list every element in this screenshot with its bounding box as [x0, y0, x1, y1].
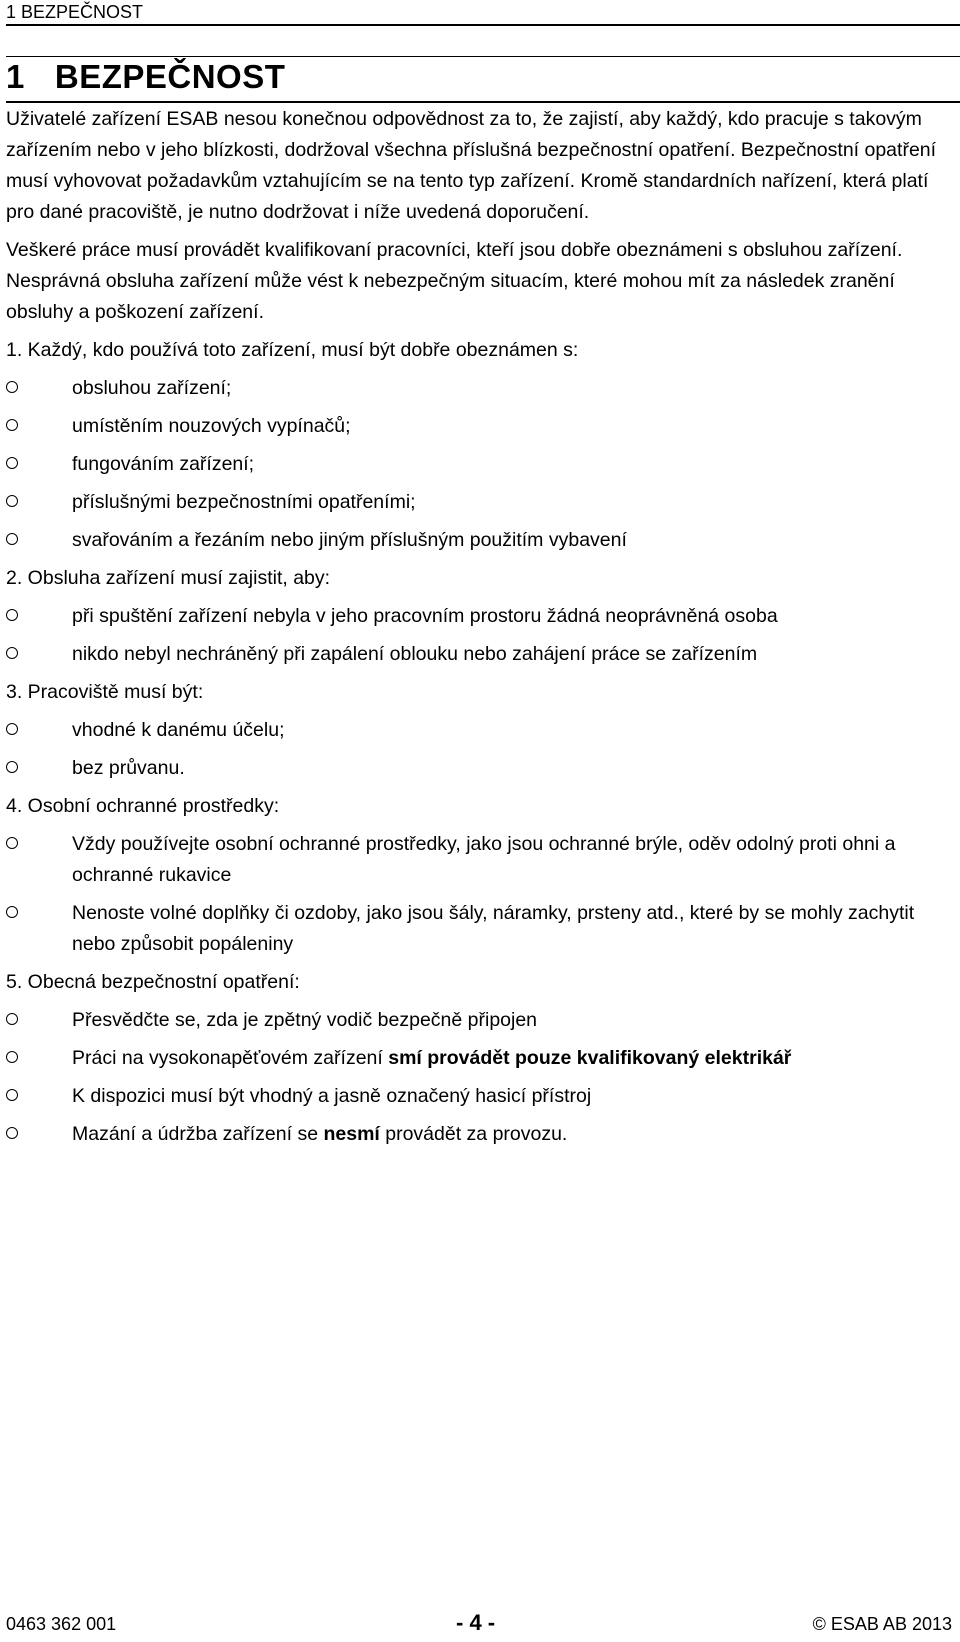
list-item: svařováním a řezáním nebo jiným příslušným použitím vybavení — [6, 525, 951, 556]
bullet-icon — [6, 829, 18, 860]
bullet-icon — [6, 601, 18, 632]
numbered-item-2: 2. Obsluha zařízení musí zajistit, aby: — [6, 567, 331, 589]
bullet-icon — [6, 411, 18, 442]
bullet-icon — [6, 898, 18, 929]
bullet-icon — [6, 373, 18, 404]
copyright: © ESAB AB 2013 — [812, 1614, 952, 1634]
list-item: obsluhou zařízení; — [6, 373, 951, 404]
page-footer — [6, 1610, 952, 1640]
list-item: Přesvědčte se, zda je zpětný vodič bezpečně připojen — [6, 1005, 951, 1036]
list-item: vhodné k danému účelu; — [6, 715, 951, 746]
intro-paragraph: Uživatelé zařízení ESAB nesou konečnou odpovědnost za to, že zajistí, aby každý, kdo pracuje s takovým zařízením nebo v jeho blízkosti, dodržoval všechna příslušná bezpečnostní opatření. Bezpečnostní opatření musí vyhovovat požadavkům vztahujícím se na tento typ zařízení. Kromě standardních nařízení, která platí pro dané pracoviště, je nutno dodržovat i níže uvedená doporučení. — [6, 108, 937, 223]
emphasis-text: smí provádět pouze kvalifikovaný elektrikář — [388, 1047, 792, 1069]
list-item: Práci na vysokonapěťovém zařízení smí provádět pouze kvalifikovaný elektrikář — [6, 1043, 951, 1074]
numbered-item-3: 3. Pracoviště musí být: — [6, 681, 204, 703]
bullet-icon — [6, 753, 18, 784]
list-item: bez průvanu. — [6, 753, 951, 784]
numbered-item-1: 1. Každý, kdo používá toto zařízení, musí být dobře obeznámen s: — [6, 339, 579, 361]
list-item: příslušnými bezpečnostními opatřeními; — [6, 487, 951, 518]
list-item: fungováním zařízení; — [6, 449, 951, 480]
bullet-icon — [6, 1005, 18, 1036]
bullet-icon — [6, 1119, 18, 1150]
numbered-item-5: 5. Obecná bezpečnostní opatření: — [6, 971, 300, 993]
section-number: 1 — [6, 58, 25, 95]
list-item: umístěním nouzových vypínačů; — [6, 411, 951, 442]
bullet-icon — [6, 715, 18, 746]
document-number: 0463 362 001 — [6, 1614, 117, 1634]
bullet-icon — [6, 449, 18, 480]
bullet-icon — [6, 1043, 18, 1074]
list-item: Nenoste volné doplňky či ozdoby, jako jsou šály, náramky, prsteny atd., které by se mohly zachytit nebo způsobit popáleniny — [6, 898, 951, 960]
section-title: BEZPEČNOST — [54, 58, 286, 95]
list-item: Vždy používejte osobní ochranné prostředky, jako jsou ochranné brýle, oděv odolný proti ohni a ochranné rukavice — [6, 829, 951, 891]
list-item: Mazání a údržba zařízení se nesmí provádět za provozu. — [6, 1119, 951, 1150]
bullet-icon — [6, 487, 18, 518]
heading-rule-bottom — [6, 101, 960, 103]
section-heading — [6, 58, 285, 96]
page-number: - 4 - — [456, 1610, 496, 1635]
list-item: při spuštění zařízení nebyla v jeho pracovním prostoru žádná neoprávněná osoba — [6, 601, 951, 632]
list-item: K dispozici musí být vhodný a jasně označený hasicí přístroj — [6, 1081, 951, 1112]
running-header: 1 BEZPEČNOST — [6, 2, 144, 22]
bullet-icon — [6, 1081, 18, 1112]
emphasis-text: nesmí — [323, 1123, 380, 1145]
heading-rule-top — [6, 56, 960, 57]
bullet-icon — [6, 639, 18, 670]
list-item: nikdo nebyl nechráněný při zapálení oblouku nebo zahájení práce se zařízením — [6, 639, 951, 670]
page-content — [6, 104, 951, 1150]
numbered-item-4: 4. Osobní ochranné prostředky: — [6, 795, 280, 817]
qualification-paragraph: Veškeré práce musí provádět kvalifikovaní pracovníci, kteří jsou dobře obeznámeni s obsluhou zařízení. Nesprávná obsluha zařízení může vést k nebezpečným situacím, které mohou mít za následek zranění obsluhy a poškození zařízení. — [6, 239, 903, 323]
header-rule — [6, 24, 960, 26]
bullet-icon — [6, 525, 18, 556]
